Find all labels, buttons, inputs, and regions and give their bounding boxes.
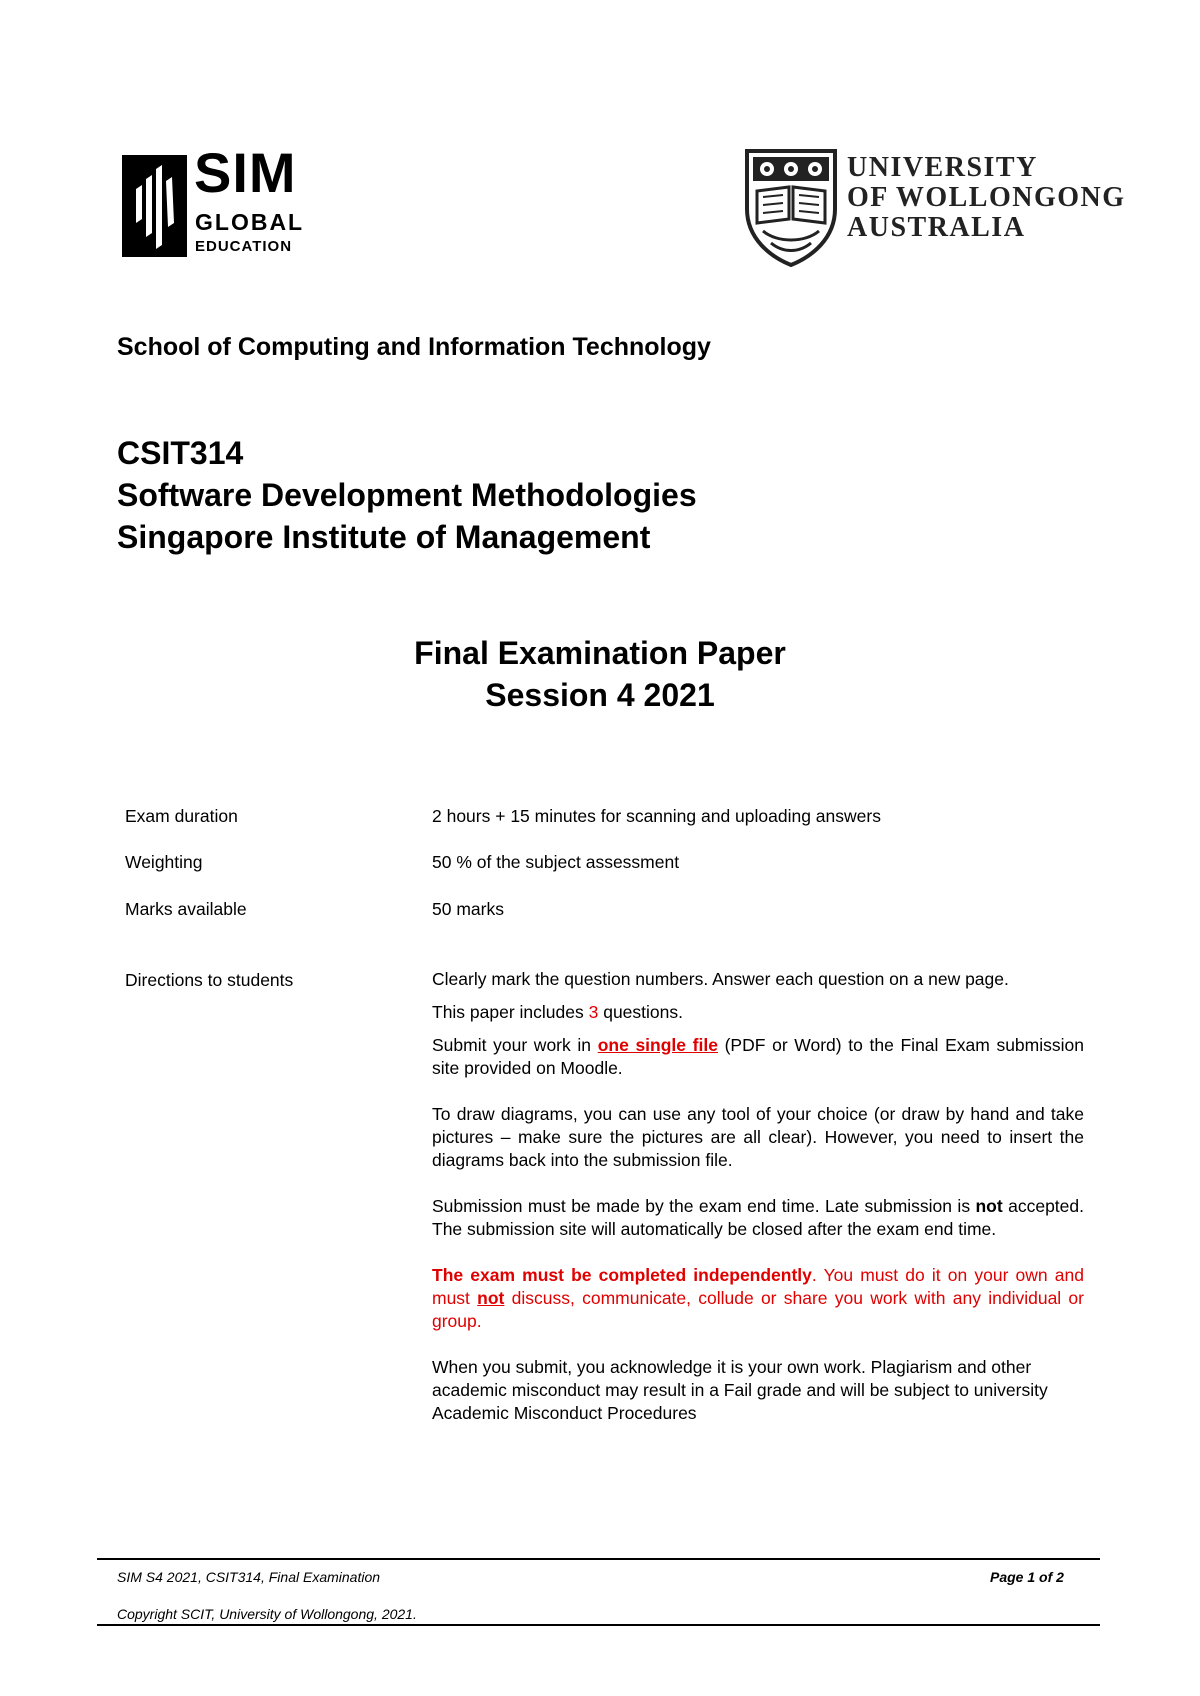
school-name: School of Computing and Information Technology bbox=[117, 333, 711, 361]
sim-global-education-logo bbox=[122, 141, 305, 259]
direction-text: This paper includes bbox=[432, 1002, 589, 1022]
direction-paragraph bbox=[432, 1001, 1084, 1024]
question-count: 3 bbox=[588, 1002, 599, 1022]
detail-value: 2 hours + 15 minutes for scanning and uploading answers bbox=[432, 806, 881, 826]
directions-to-students bbox=[432, 968, 1084, 1425]
course-code: CSIT314 bbox=[117, 435, 244, 471]
direction-paragraph: To draw diagrams, you can use any tool of your choice (or draw by hand and take pictures – make sure the pictures are all clear). However, you need to insert the diagrams back into the submission file. bbox=[432, 1104, 1084, 1170]
sim-global-text: GLOBAL bbox=[195, 209, 305, 235]
single-file-emphasis: one single file bbox=[597, 1035, 718, 1055]
uow-line-1: UNIVERSITY bbox=[847, 152, 1038, 183]
detail-value: 50 marks bbox=[432, 899, 504, 919]
direction-text: Submit your work in bbox=[432, 1035, 598, 1055]
footer-exam-info: SIM S4 2021, CSIT314, Final Examination bbox=[117, 1569, 381, 1585]
direction-text: questions. bbox=[598, 1002, 683, 1022]
sim-wordmark: SIM bbox=[194, 141, 297, 204]
course-heading bbox=[117, 432, 697, 558]
exam-session: Session 4 2021 bbox=[485, 677, 715, 713]
direction-paragraph: Clearly mark the question numbers. Answer each question on a new page. bbox=[432, 969, 1009, 989]
footer-copyright: Copyright SCIT, University of Wollongong, 2021. bbox=[117, 1606, 417, 1622]
direction-paragraph bbox=[432, 1034, 1084, 1080]
course-name: Software Development Methodologies bbox=[117, 477, 697, 513]
direction-paragraph bbox=[432, 1195, 1084, 1241]
direction-text: The exam must be completed independently bbox=[432, 1265, 812, 1285]
uow-logo bbox=[743, 147, 1126, 267]
detail-value: 50 % of the subject assessment bbox=[432, 852, 680, 872]
direction-text: accepted. The submission site will automatically be closed after the exam end time. bbox=[432, 1196, 1084, 1239]
sim-mark-icon bbox=[122, 155, 187, 257]
not-emphasis: not bbox=[975, 1196, 1003, 1216]
detail-label: Weighting bbox=[125, 852, 203, 872]
direction-text: discuss, communicate, collude or share you work with any individual or group. bbox=[432, 1288, 1084, 1331]
exam-paper-title: Final Examination Paper bbox=[414, 635, 786, 671]
uow-line-3: AUSTRALIA bbox=[847, 212, 1026, 243]
directions-label: Directions to students bbox=[125, 970, 294, 990]
footer-page-number: Page 1 of 2 bbox=[990, 1569, 1064, 1585]
detail-label: Marks available bbox=[125, 899, 247, 919]
uow-wordmark bbox=[847, 153, 1126, 243]
not-emphasis: not bbox=[477, 1288, 505, 1308]
direction-paragraph: When you submit, you acknowledge it is your own work. Plagiarism and other academic misconduct may result in a Fail grade and will be subject to university Academic Misconduct Procedures bbox=[432, 1357, 1048, 1423]
direction-text: . You must do it on your own and must bbox=[432, 1265, 1084, 1308]
exam-title bbox=[0, 632, 1200, 716]
footer-bottom-rule bbox=[97, 1624, 1100, 1626]
uow-line-2: OF WOLLONGONG bbox=[847, 182, 1126, 213]
sim-education-text: EDUCATION bbox=[195, 238, 293, 255]
direction-text: (PDF or Word) to the Final Exam submission site provided on Moodle. bbox=[432, 1035, 1084, 1078]
uow-shield-icon bbox=[743, 147, 839, 267]
independence-warning bbox=[432, 1264, 1084, 1333]
footer-top-rule bbox=[97, 1558, 1100, 1560]
detail-label: Exam duration bbox=[125, 806, 238, 826]
institution-name: Singapore Institute of Management bbox=[117, 519, 651, 555]
direction-text: Submission must be made by the exam end time. Late submission is bbox=[432, 1196, 976, 1216]
